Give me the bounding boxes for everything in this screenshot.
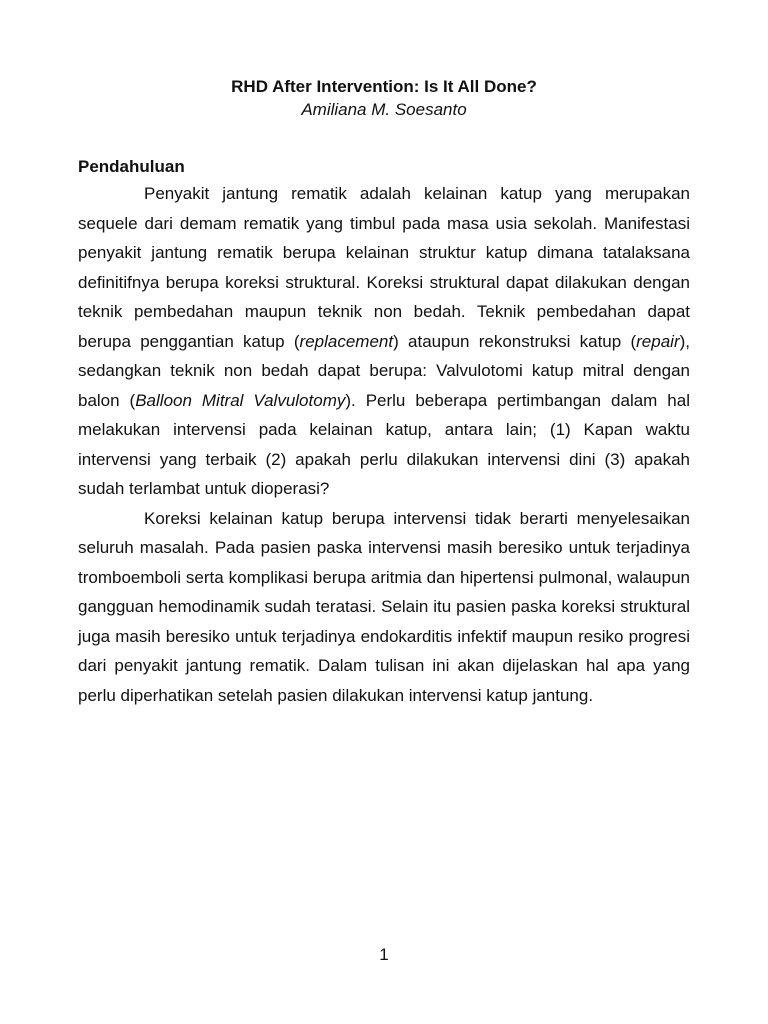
body-text [78, 179, 690, 710]
paragraph-correction: Koreksi kelainan katup berupa intervensi tidak berarti menyelesaikan seluruh masalah. Pada pasien paska intervensi masih beresiko untuk terjadinya tromboemboli serta komplikasi berupa aritmia dan hipertensi pulmonal, walaupun gangguan hemodinamik sudah teratasi. Selain itu pasien paska koreksi struktural juga masih beresiko untuk terjadinya endokarditis infektif maupun resiko progresi dari penyakit jantung rematik. Dalam tulisan ini akan dijelaskan hal apa yang perlu diperhatikan setelah pasien dilakukan intervensi katup jantung. [78, 508, 690, 705]
author-name: Amiliana M. Soesanto [301, 100, 467, 119]
italic-term: repair [636, 331, 680, 351]
italic-term: Balloon Mitral Valvulotomy [135, 390, 346, 410]
section-heading: Pendahuluan [78, 157, 185, 176]
paragraph-text: ) ataupun rekonstruksi katup ( [393, 331, 637, 351]
document-title: RHD After Intervention: Is It All Done? [231, 77, 537, 96]
paragraph-introduction [78, 179, 690, 504]
paragraph-text: ). Perlu beberapa pertimbangan dalam hal melakukan intervensi pada kelainan katup, antara lain; (1) Kapan waktu intervensi yang terbaik (2) apakah perlu dilakukan intervensi dini (3) apakah sudah terlambat untuk dioperasi? [78, 390, 690, 498]
paragraph-text: ), sedangkan teknik non bedah dapat berupa: Valvulotomi katup mitral dengan balon ( [78, 331, 690, 410]
italic-term: replacement [299, 331, 394, 351]
page-number: 1 [379, 945, 389, 964]
paragraph-text: Penyakit jantung rematik adalah kelainan katup yang merupakan sequele dari demam rematik yang timbul pada masa usia sekolah. Manifestasi penyakit jantung rematik berupa kelainan struktur katup dimana tatalaksana definitifnya berupa koreksi struktural. Koreksi struktural dapat dilakukan dengan teknik pembedahan maupun teknik non bedah. Teknik pembedahan dapat berupa penggantian katup ( [78, 184, 690, 351]
